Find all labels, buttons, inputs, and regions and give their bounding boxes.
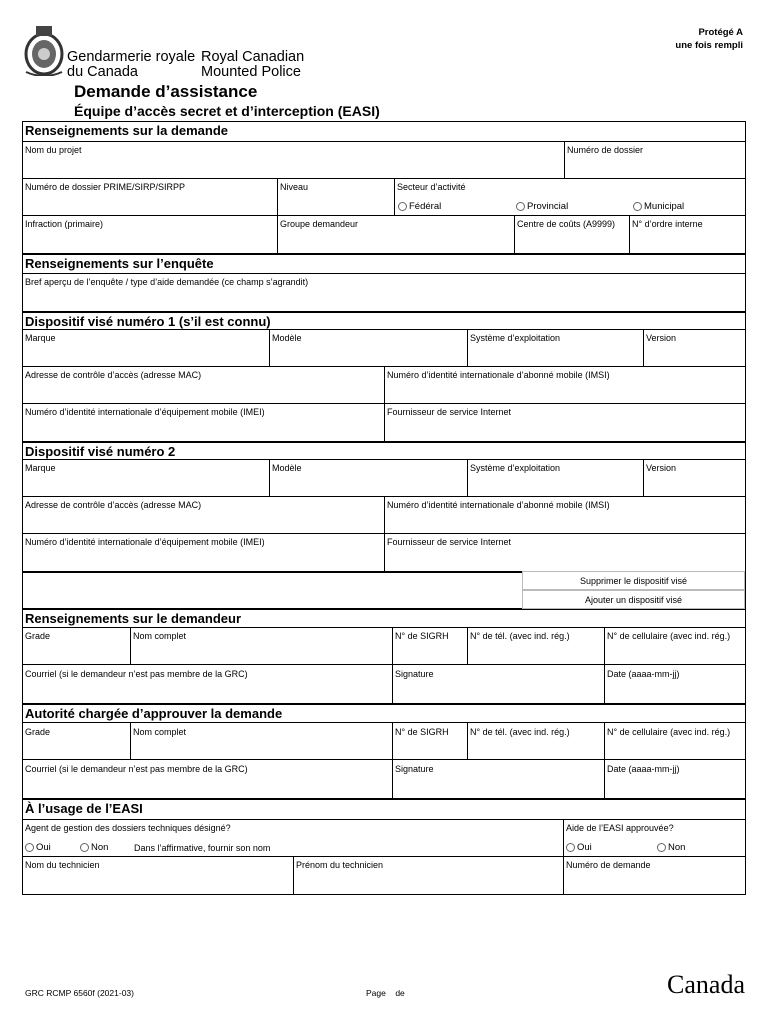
radio-circle-icon: [566, 843, 575, 852]
page-number: Page de: [366, 988, 405, 998]
device2-imei-field[interactable]: Numéro d’identité internationale d’équipement mobile (IMEI): [25, 537, 265, 547]
section-heading-investigation: Renseignements sur l’enquête: [25, 256, 214, 271]
approver-signature-field[interactable]: Signature: [395, 764, 434, 774]
approver-date-field[interactable]: Date (aaaa-mm-jj): [607, 764, 680, 774]
device2-isp-field[interactable]: Fournisseur de service Internet: [387, 537, 512, 547]
org-name-fr: Gendarmerie royale du Canada: [67, 49, 196, 80]
approver-rank-field[interactable]: Grade: [25, 727, 51, 737]
requester-phone-field[interactable]: N° de tél. (avec ind. rég.): [470, 631, 570, 641]
canada-wordmark: Canada: [667, 970, 745, 999]
offence-field[interactable]: Infraction (primaire): [25, 219, 104, 229]
org-name-en: Royal Canadian Mounted Police: [201, 49, 305, 80]
approver-sigrh-field[interactable]: N° de SIGRH: [395, 727, 449, 737]
tech-first-name-field[interactable]: Prénom du technicien: [296, 860, 384, 870]
agent-name-field[interactable]: Dans l’affirmative, fournir son nom: [134, 843, 271, 853]
prime-file-field[interactable]: Numéro de dossier PRIME/SIRP/SIRPP: [25, 182, 186, 192]
cost-centre-field[interactable]: Centre de coûts (A9999): [517, 219, 616, 229]
device2-os-field[interactable]: Système d’exploitation: [470, 463, 561, 473]
internal-order-field[interactable]: N° d’ordre interne: [632, 219, 703, 229]
requester-date-field[interactable]: Date (aaaa-mm-jj): [607, 669, 680, 679]
requester-sigrh-field[interactable]: N° de SIGRH: [395, 631, 449, 641]
device1-imsi-field[interactable]: Numéro d’identité internationale d’abonné mobile (IMSI): [387, 370, 610, 380]
radio-circle-icon: [633, 202, 642, 211]
approver-name-field[interactable]: Nom complet: [133, 727, 187, 737]
request-number-field[interactable]: Numéro de demande: [566, 860, 651, 870]
device1-mac-field[interactable]: Adresse de contrôle d’accès (adresse MAC): [25, 370, 202, 380]
group-field[interactable]: Groupe demandeur: [280, 219, 359, 229]
section-heading-easi: À l’usage de l’EASI: [25, 801, 143, 816]
remove-device-button[interactable]: Supprimer le dispositif visé: [522, 571, 745, 590]
device2-imsi-field[interactable]: Numéro d’identité internationale d’abonné mobile (IMSI): [387, 500, 610, 510]
form-id: GRC RCMP 6560f (2021-03): [25, 988, 134, 998]
requester-cell-field[interactable]: N° de cellulaire (avec ind. rég.): [607, 631, 731, 641]
radio-federal[interactable]: Fédéral: [398, 201, 441, 212]
radio-agent-yes[interactable]: Oui: [25, 842, 51, 853]
easi-agent-label: Agent de gestion des dossiers techniques désigné?: [25, 823, 231, 833]
device2-version-field[interactable]: Version: [646, 463, 677, 473]
tech-last-name-field[interactable]: Nom du technicien: [25, 860, 100, 870]
approver-cell-field[interactable]: N° de cellulaire (avec ind. rég.): [607, 727, 731, 737]
level-field[interactable]: Niveau: [280, 182, 309, 192]
radio-municipal[interactable]: Municipal: [633, 201, 684, 212]
requester-email-field[interactable]: Courriel (si le demandeur n’est pas membre de la GRC): [25, 669, 248, 679]
radio-circle-icon: [80, 843, 89, 852]
radio-circle-icon: [398, 202, 407, 211]
device2-mac-field[interactable]: Adresse de contrôle d’accès (adresse MAC): [25, 500, 202, 510]
section-heading-requester: Renseignements sur le demandeur: [25, 611, 242, 626]
radio-provincial[interactable]: Provincial: [516, 201, 568, 212]
requester-rank-field[interactable]: Grade: [25, 631, 51, 641]
radio-agent-no[interactable]: Non: [80, 842, 108, 853]
requester-name-field[interactable]: Nom complet: [133, 631, 187, 641]
device1-brand-field[interactable]: Marque: [25, 333, 56, 343]
page-title: Demande d’assistance: [74, 82, 258, 101]
approver-phone-field[interactable]: N° de tél. (avec ind. rég.): [470, 727, 570, 737]
section-heading-approver: Autorité chargée d’approuver la demande: [25, 706, 283, 721]
section-heading-device1: Dispositif visé numéro 1 (s’il est connu): [25, 314, 271, 329]
easi-approved-label: Aide de l’EASI approuvée?: [566, 823, 674, 833]
radio-circle-icon: [516, 202, 525, 211]
device1-imei-field[interactable]: Numéro d’identité internationale d’équipement mobile (IMEI): [25, 407, 265, 417]
radio-circle-icon: [25, 843, 34, 852]
rcmp-logo: [22, 24, 312, 80]
radio-approved-yes[interactable]: Oui: [566, 842, 592, 853]
project-name-field[interactable]: Nom du projet: [25, 145, 82, 155]
file-number-field[interactable]: Numéro de dossier: [567, 145, 644, 155]
device1-os-field[interactable]: Système d’exploitation: [470, 333, 561, 343]
protected-label: Protégé A une fois rempli: [675, 27, 743, 51]
radio-circle-icon: [657, 843, 666, 852]
device2-brand-field[interactable]: Marque: [25, 463, 56, 473]
approver-email-field[interactable]: Courriel (si le demandeur n’est pas membre de la GRC): [25, 764, 248, 774]
requester-signature-field[interactable]: Signature: [395, 669, 434, 679]
section-heading-device2: Dispositif visé numéro 2: [25, 444, 176, 459]
add-device-button[interactable]: Ajouter un dispositif visé: [522, 590, 745, 609]
device1-isp-field[interactable]: Fournisseur de service Internet: [387, 407, 512, 417]
sector-label: Secteur d’activité: [397, 182, 466, 192]
page-subtitle: Équipe d’accès secret et d’interception (EASI): [74, 103, 380, 119]
overview-field[interactable]: Bref aperçu de l’enquête / type d’aide demandée (ce champ s’agrandit): [25, 277, 309, 287]
section-heading-request: Renseignements sur la demande: [25, 123, 229, 138]
radio-approved-no[interactable]: Non: [657, 842, 685, 853]
device1-model-field[interactable]: Modèle: [272, 333, 302, 343]
rcmp-crest-icon: [22, 24, 66, 76]
device1-version-field[interactable]: Version: [646, 333, 677, 343]
device2-model-field[interactable]: Modèle: [272, 463, 302, 473]
